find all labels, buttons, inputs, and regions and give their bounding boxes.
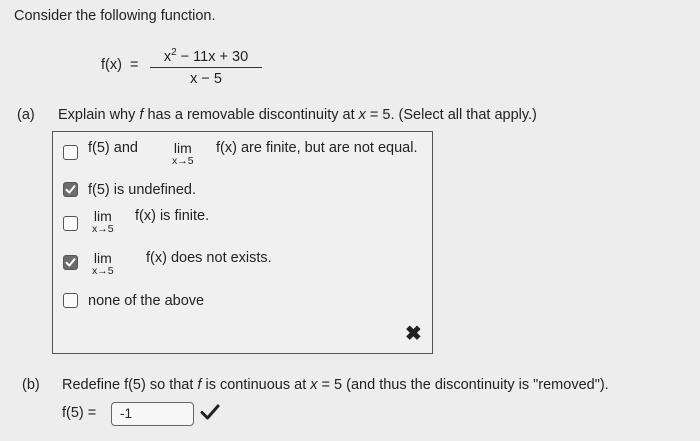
option-1-post: f(x) are finite, but are not equal. [216,140,418,156]
part-b-marker: (b) [22,377,40,393]
checkmark-icon [65,184,76,195]
option-4-checkbox[interactable] [63,255,78,270]
option-1-pre: f(5) and [88,140,138,156]
part-a-prompt: Explain why f has a removable discontinuity at x = 5. (Select all that apply.) [58,107,537,123]
function-numerator: $x^2 - 11x + 30$ [150,47,262,68]
option-2-checkbox[interactable] [63,182,78,197]
option-1-limit: lim x→5 [172,140,194,167]
incorrect-x-icon: ✖ [405,323,422,345]
answer-input[interactable]: -1 [111,402,194,426]
answer-label: f(5) = [62,405,97,421]
intro-text: Consider the following function. [14,8,216,24]
part-a-marker: (a) [17,107,35,123]
option-5-checkbox[interactable] [63,293,78,308]
function-denominator: x − 5 [190,70,222,87]
option-1-checkbox[interactable] [63,145,78,160]
part-b-prompt: Redefine f(5) so that f is continuous at x = 5 (and thus the discontinuity is "removed"). [62,377,609,393]
function-lhs: f(x) = [101,57,139,73]
option-4-limit: lim x→5 [92,250,114,277]
options-panel [52,131,433,354]
option-5-text: none of the above [88,293,205,309]
option-3-limit: lim x→5 [92,208,114,235]
option-2-text: f(5) is undefined. [88,182,197,198]
option-3-post: f(x) is finite. [135,208,210,224]
option-4-post: f(x) does not exists. [146,250,272,266]
correct-check-icon [200,403,220,421]
function-fraction [150,47,262,87]
checkmark-icon [65,257,76,268]
option-3-checkbox[interactable] [63,216,78,231]
